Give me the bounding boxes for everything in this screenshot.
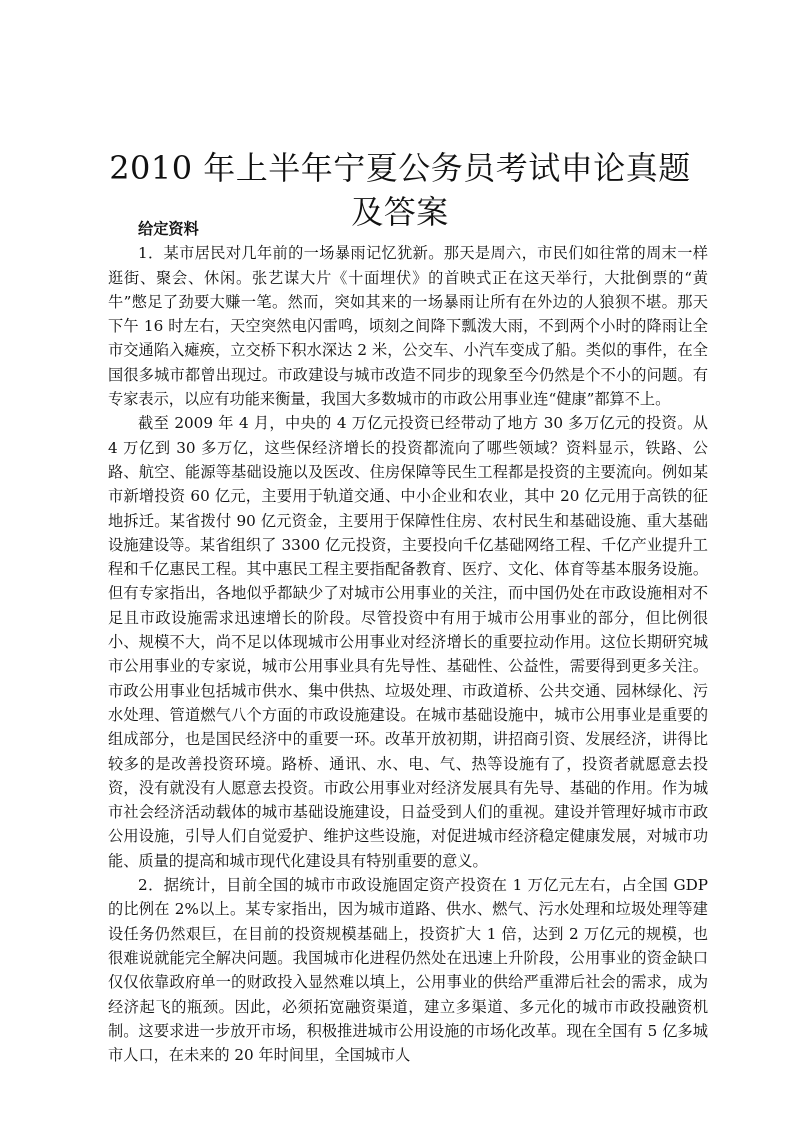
paragraph-2: 截至 2009 年 4 月，中央的 4 万亿元投资已经带动了地方 30 多万亿元的投资。从 4 万亿到 30 多万亿，这些保经济增长的投资都流向了哪些领域？资料显示，铁路、公路、航空、能源等基础设施以及医改、住房保障等民生工程都是投资的主要流向。例如某市新增投资 60 亿元，主要用于轨道交通、中小企业和农业，其中 20 亿元用于高铁的征地拆迁。某省拨付 90 亿元资金，主要用于保障性住房、农村民生和基础设施、重大基础设施建设等。某省组织了 3300 亿元投资，主要投向千亿基础网络工程、千亿产业提升工程和千亿惠民工程。其中惠民工程主要指配备教育、医疗、文化、体育等基本服务设施。但有专家指出，各地似乎都缺少了对城市公用事业的关注，而中国仍处在市政设施相对不足且市政设施需求迅速增长的阶段。尽管投资中有用于城市公用事业的部分，但比例很小、规模不大，尚不足以体现城市公用事业对经济增长的重要拉动作用。这位长期研究城市公用事业的专家说，城市公用事业具有先导性、基础性、公益性，需要得到更多关注。市政公用事业包括城市供水、集中供热、垃圾处理、市政道桥、公共交通、园林绿化、污水处理、管道燃气八个方面的市政设施建设。在城市基础设施中，城市公用事业是重要的组成部分，也是国民经济中的重要一环。改革开放初期，讲招商引资、发展经济，讲得比较多的是改善投资环境。路桥、通讯、水、电、气、热等设施有了，投资者就愿意去投资，没有就没有人愿意去投资。市政公用事业对经济发展具有先导、基础的作用。作为城市社会经济活动载体的城市基础设施建设，日益受到人们的重视。建设并管理好城市市政公用设施，引导人们自觉爱护、维护这些设施，对促进城市经济稳定健康发展，对城市功能、质量的提高和城市现代化建设具有特别重要的意义。 [108, 414, 708, 870]
paragraph-3: 2．据统计，目前全国的城市市政设施固定资产投资在 1 万亿元左右，占全国 GDP 的比例在 2%以上。某专家指出，因为城市道路、供水、燃气、污水处理和垃圾处理等建设任务仍然艰巨，在目前的投资规模基础上，投资扩大 1 倍，达到 2 万亿元的规模，也很难说就能完全解决问题。我国城市化进程仍然处在迅速上升阶段，公用事业的资金缺口仅仅依靠政府单一的财政投入显然难以填上，公用事业的供给严重滞后社会的需求，成为经济起飞的瓶颈。因此，必须拓宽融资渠道，建立多渠道、多元化的城市市政投融资机制。这要求进一步放开市场，积极推进城市公用设施的市场化改革。现在全国有 5 亿多城市人口，在未来的 20 年时间里，全国城市人 [108, 876, 708, 1065]
paragraph-1: 1．某市居民对几年前的一场暴雨记忆犹新。那天是周六，市民们如往常的周末一样逛街、聚会、休闲。张艺谋大片《十面埋伏》的首映式正在这天举行，大批倒票的“黄牛”憋足了劲要大赚一笔。然而，突如其来的一场暴雨让所有在外边的人狼狈不堪。那天下午 16 时左右，天空突然电闪雷鸣，顷刻之间降下瓢泼大雨，不到两个小时的降雨让全市交通陷入瘫痪，立交桥下积水深达 2 米，公交车、小汽车变成了船。类似的事件，在全国很多城市都曾出现过。市政建设与城市改造不同步的现象至今仍然是个不小的问题。有专家表示，以应有功能来衡量，我国大多数城市的市政公用事业连“健康”都算不上。 [108, 244, 708, 409]
document-title: 2010 年上半年宁夏公务员考试申论真题及答案 [109, 149, 691, 231]
section-label: 给定资料 [138, 220, 199, 238]
document-body [108, 217, 708, 1067]
